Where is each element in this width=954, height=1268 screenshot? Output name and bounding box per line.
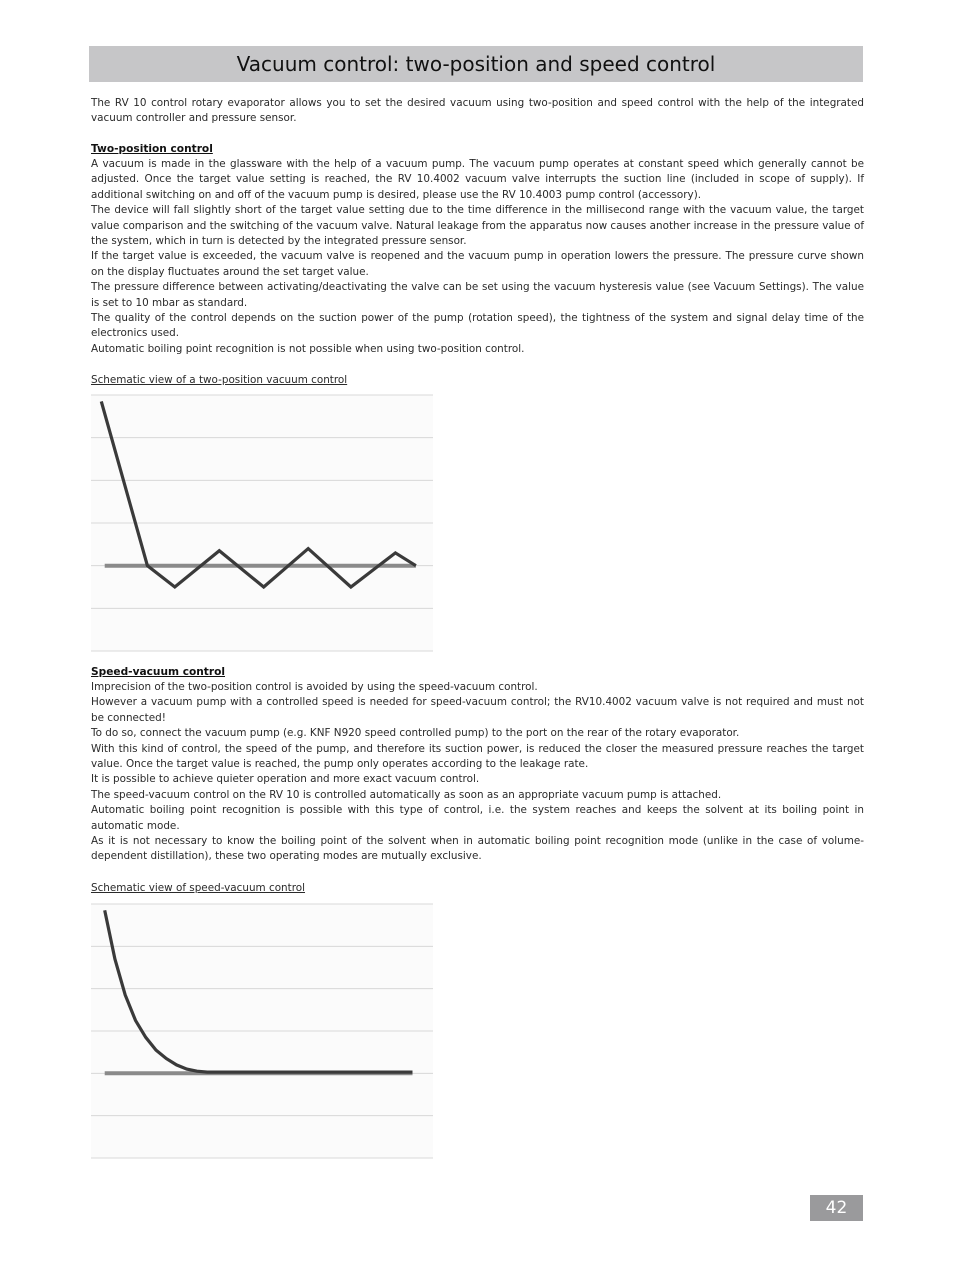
- speed-vacuum-chart: [91, 903, 435, 1159]
- speed-vacuum-chart-caption: Schematic view of speed-vacuum control: [91, 882, 306, 894]
- speed-vacuum-paragraph: Imprecision of the two-position control is avoided by using the speed-vacuum control.: [91, 681, 538, 693]
- two-position-paragraph: The device will fall slightly short of the target value setting due to the time difference in the millisecond range with the vacuum value, the target value comparison and the switching of the vacuum valve. Natural leakage from the apparatus now causes another increase in the pressure value of the system, which in turn is detected by the integrated pressure sensor.: [91, 204, 864, 248]
- speed-vacuum-paragraph: The speed-vacuum control on the RV 10 is controlled automatically as soon as an appropriate vacuum pump is attached.: [91, 788, 722, 801]
- two-position-chart: [91, 394, 435, 652]
- speed-vacuum-paragraph: Automatic boiling point recognition is possible with this type of control, i.e. the system reaches and keeps the solvent at its boiling point in automatic mode.: [91, 804, 864, 832]
- speed-vacuum-paragraph: To do so, connect the vacuum pump (e.g. KNF N920 speed controlled pump) to the port on the rear of the rotary evaporator.: [91, 727, 740, 740]
- speed-vacuum-paragraph: As it is not necessary to know the boiling point of the solvent when in automatic boiling point recognition mode (unlike in the case of volume-dependent distillation), these two operating modes are mutually exclusive.: [91, 835, 864, 863]
- speed-vacuum-body: [91, 680, 864, 865]
- speed-vacuum-heading: Speed-vacuum control: [91, 666, 226, 678]
- intro-text: The RV 10 control rotary evaporator allows you to set the desired vacuum using two-position and speed control with the help of the integrated vacuum controller and pressure sensor.: [91, 97, 864, 125]
- two-position-heading: Two-position control: [91, 143, 213, 155]
- speed-vacuum-paragraph: With this kind of control, the speed of the pump, and therefore its suction power, is reduced the closer the measured pressure reaches the target value. Once the target value is reached, the pump only operates according to the leakage rate.: [91, 742, 864, 771]
- speed-vacuum-paragraph: However a vacuum pump with a controlled speed is needed for speed-vacuum control; the RV10.4002 vacuum valve is not required and must not be connected!: [91, 696, 864, 724]
- two-position-paragraph: The pressure difference between activating/deactivating the valve can be set using the vacuum hysteresis value (see Vacuum Settings). The value is set to 10 mbar as standard.: [91, 281, 864, 309]
- title-bar: [89, 46, 863, 82]
- speed-vacuum-paragraph: It is possible to achieve quieter operation and more exact vacuum control.: [91, 773, 480, 786]
- page-title: Vacuum control: two-position and speed control: [236, 52, 716, 76]
- two-position-paragraph: A vacuum is made in the glassware with the help of a vacuum pump. The vacuum pump operates at constant speed which generally cannot be adjusted. Once the target value setting is reached, the RV 10.4002 vacuum valve interrupts the suction line (included in scope of supply). If additional switching on and off of the vacuum pump is desired, please use the RV 10.4003 pump control (accessory).: [91, 158, 864, 201]
- two-position-chart-caption: Schematic view of a two-position vacuum control: [91, 374, 348, 386]
- two-position-paragraph: The quality of the control depends on the suction power of the pump (rotation speed), the tightness of the system and signal delay time of the electronics used.: [91, 312, 864, 340]
- two-position-paragraph: Automatic boiling point recognition is not possible when using two-position control.: [91, 342, 525, 355]
- two-position-paragraph: If the target value is exceeded, the vacuum valve is reopened and the vacuum pump in operation lowers the pressure. The pressure curve shown on the display fluctuates around the set target value.: [91, 250, 864, 278]
- two-position-body: [91, 157, 864, 357]
- page-number: 42: [810, 1195, 863, 1221]
